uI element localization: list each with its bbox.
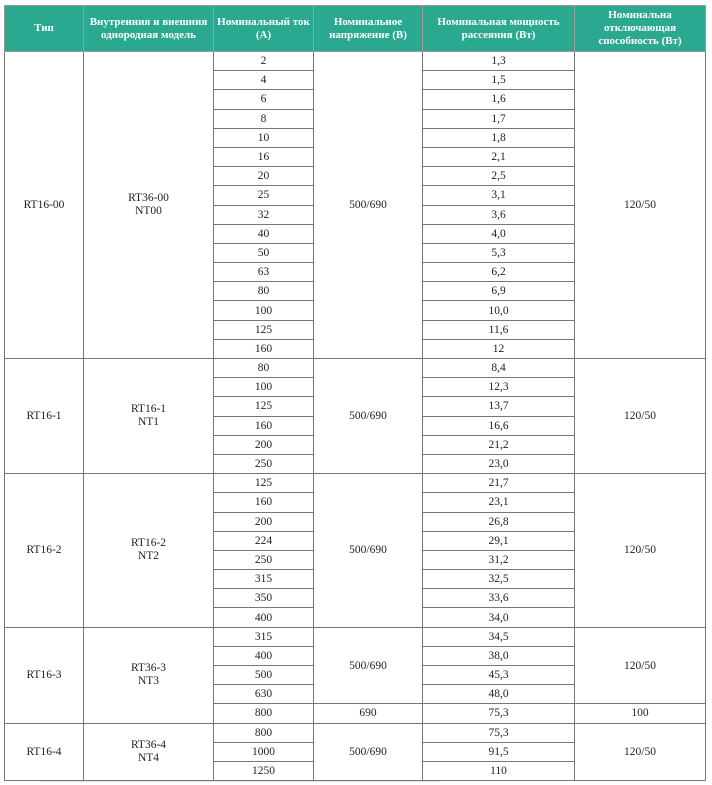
fuse-spec-table xyxy=(4,5,706,781)
model-cell xyxy=(84,52,214,359)
current-cell: 80 xyxy=(214,282,314,301)
current-cell: 160 xyxy=(214,493,314,512)
model-line: RT16-1 xyxy=(130,403,167,416)
current-cell: 63 xyxy=(214,263,314,282)
header-current: Номинальный ток (А) xyxy=(214,6,314,52)
power-cell: 4,0 xyxy=(423,224,575,243)
current-cell: 630 xyxy=(214,685,314,704)
model-cell xyxy=(84,627,214,723)
current-cell: 125 xyxy=(214,474,314,493)
power-cell: 23,0 xyxy=(423,454,575,473)
power-cell: 33,6 xyxy=(423,589,575,608)
model-cell xyxy=(84,359,214,474)
current-cell: 100 xyxy=(214,301,314,320)
type-cell: RT16-3 xyxy=(5,627,84,723)
breaking-cell: 120/50 xyxy=(575,474,706,628)
header-power: Номинальная мощность рассеяния (Вт) xyxy=(423,6,575,52)
breaking-cell: 120/50 xyxy=(575,359,706,474)
current-cell: 10 xyxy=(214,128,314,147)
power-cell: 1,3 xyxy=(423,52,575,71)
model-line: RT16-2 xyxy=(130,537,167,550)
current-cell: 500 xyxy=(214,666,314,685)
current-cell: 6 xyxy=(214,90,314,109)
current-cell: 100 xyxy=(214,378,314,397)
power-cell: 110 xyxy=(423,761,575,780)
current-cell: 80 xyxy=(214,359,314,378)
current-cell: 250 xyxy=(214,454,314,473)
table-body xyxy=(5,52,706,781)
current-cell: 50 xyxy=(214,243,314,262)
power-cell: 75,3 xyxy=(423,704,575,723)
header-row xyxy=(5,6,706,52)
current-cell: 4 xyxy=(214,71,314,90)
current-cell: 315 xyxy=(214,570,314,589)
power-cell: 5,3 xyxy=(423,243,575,262)
current-cell: 125 xyxy=(214,397,314,416)
type-cell: RT16-00 xyxy=(5,52,84,359)
voltage-cell: 500/690 xyxy=(314,52,423,359)
power-cell: 3,6 xyxy=(423,205,575,224)
power-cell: 29,1 xyxy=(423,531,575,550)
header-voltage: Номинальное напряжение (В) xyxy=(314,6,423,52)
power-cell: 34,5 xyxy=(423,627,575,646)
spec-table-container xyxy=(4,5,705,781)
model-line: NT3 xyxy=(137,675,160,688)
model-line: RT36-00 xyxy=(128,192,169,204)
type-cell: RT16-1 xyxy=(5,359,84,474)
power-cell: 21,2 xyxy=(423,435,575,454)
breaking-cell: 120/50 xyxy=(575,723,706,781)
power-cell: 31,2 xyxy=(423,550,575,569)
power-cell: 23,1 xyxy=(423,493,575,512)
current-cell: 315 xyxy=(214,627,314,646)
model-line: RT36-4 xyxy=(130,738,167,751)
voltage-cell: 690 xyxy=(314,704,423,723)
power-cell: 26,8 xyxy=(423,512,575,531)
current-cell: 16 xyxy=(214,147,314,166)
power-cell: 6,9 xyxy=(423,282,575,301)
breaking-cell: 120/50 xyxy=(575,627,706,704)
current-cell: 160 xyxy=(214,339,314,358)
current-cell: 1250 xyxy=(214,761,314,780)
power-cell: 12,3 xyxy=(423,378,575,397)
current-cell: 1000 xyxy=(214,742,314,761)
power-cell: 10,0 xyxy=(423,301,575,320)
power-cell: 1,5 xyxy=(423,71,575,90)
model-cell xyxy=(84,723,214,781)
table-row xyxy=(5,52,706,71)
model-line: NT2 xyxy=(137,550,160,563)
current-cell: 224 xyxy=(214,531,314,550)
current-cell: 800 xyxy=(214,704,314,723)
current-cell: 160 xyxy=(214,416,314,435)
power-cell: 1,6 xyxy=(423,90,575,109)
power-cell: 1,7 xyxy=(423,109,575,128)
table-row xyxy=(5,359,706,378)
power-cell: 75,3 xyxy=(423,723,575,742)
voltage-cell: 500/690 xyxy=(314,627,423,704)
type-cell: RT16-4 xyxy=(5,723,84,781)
power-cell: 6,2 xyxy=(423,263,575,282)
power-cell: 8,4 xyxy=(423,359,575,378)
header-breaking: Номинальна отключающая способность (Вт) xyxy=(575,6,706,52)
current-cell: 40 xyxy=(214,224,314,243)
current-cell: 2 xyxy=(214,52,314,71)
power-cell: 2,5 xyxy=(423,167,575,186)
type-cell: RT16-2 xyxy=(5,474,84,628)
current-cell: 400 xyxy=(214,608,314,627)
voltage-cell: 500/690 xyxy=(314,474,423,628)
model-line: NT00 xyxy=(135,205,162,217)
power-cell: 13,7 xyxy=(423,397,575,416)
power-cell: 12 xyxy=(423,339,575,358)
header-type: Тип xyxy=(5,6,84,52)
model-line: NT1 xyxy=(137,416,160,429)
current-cell: 8 xyxy=(214,109,314,128)
power-cell: 34,0 xyxy=(423,608,575,627)
model-cell xyxy=(84,474,214,628)
table-row xyxy=(5,474,706,493)
power-cell: 3,1 xyxy=(423,186,575,205)
current-cell: 200 xyxy=(214,512,314,531)
power-cell: 1,8 xyxy=(423,128,575,147)
power-cell: 11,6 xyxy=(423,320,575,339)
voltage-cell: 500/690 xyxy=(314,723,423,781)
power-cell: 32,5 xyxy=(423,570,575,589)
power-cell: 21,7 xyxy=(423,474,575,493)
power-cell: 45,3 xyxy=(423,666,575,685)
table-row xyxy=(5,627,706,646)
current-cell: 800 xyxy=(214,723,314,742)
breaking-cell: 100 xyxy=(575,704,706,723)
power-cell: 2,1 xyxy=(423,147,575,166)
power-cell: 91,5 xyxy=(423,742,575,761)
model-line: RT36-3 xyxy=(130,662,167,675)
model-line: NT4 xyxy=(137,751,160,764)
voltage-cell: 500/690 xyxy=(314,359,423,474)
current-cell: 20 xyxy=(214,167,314,186)
current-cell: 400 xyxy=(214,646,314,665)
table-row xyxy=(5,723,706,742)
power-cell: 48,0 xyxy=(423,685,575,704)
current-cell: 25 xyxy=(214,186,314,205)
power-cell: 16,6 xyxy=(423,416,575,435)
breaking-cell: 120/50 xyxy=(575,52,706,359)
bottom-divider xyxy=(40,781,440,782)
header-model: Внутренния и внешния однородная модель xyxy=(84,6,214,52)
current-cell: 32 xyxy=(214,205,314,224)
current-cell: 250 xyxy=(214,550,314,569)
power-cell: 38,0 xyxy=(423,646,575,665)
current-cell: 125 xyxy=(214,320,314,339)
current-cell: 350 xyxy=(214,589,314,608)
current-cell: 200 xyxy=(214,435,314,454)
